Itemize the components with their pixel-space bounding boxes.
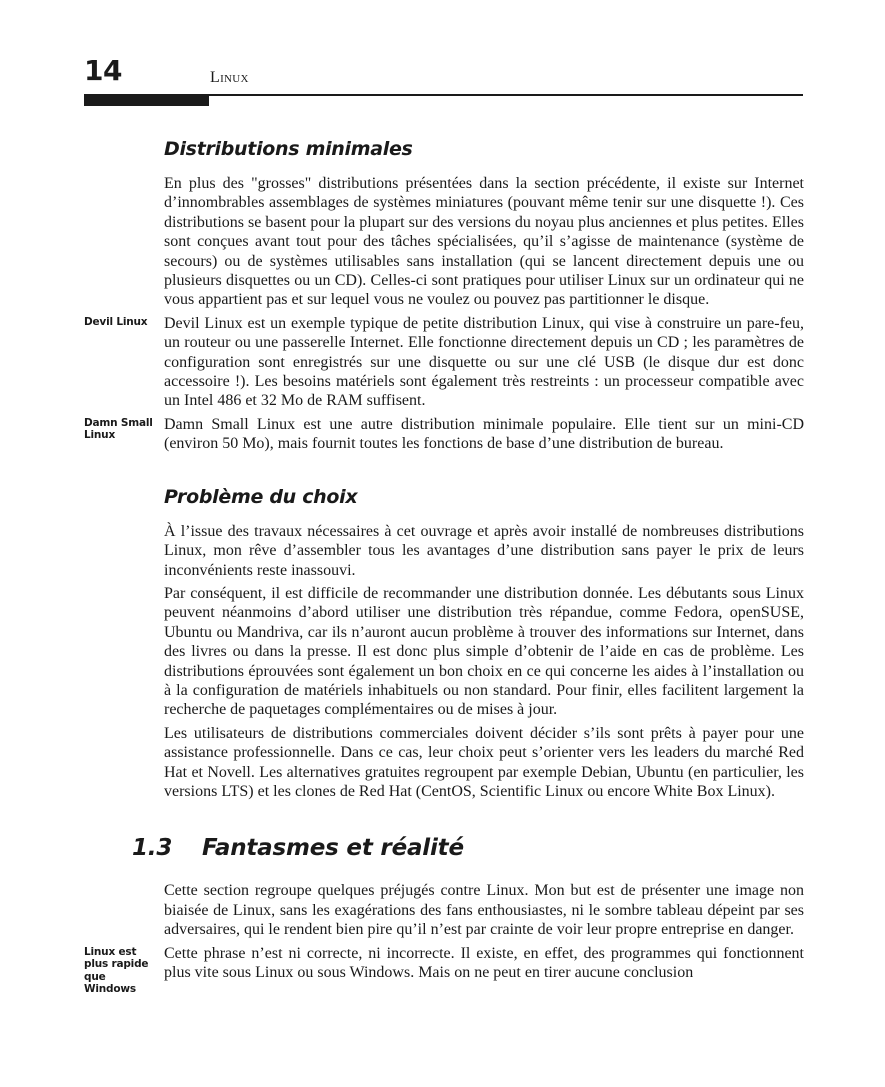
spacer	[164, 458, 804, 484]
paragraph: À l’issue des travaux nécessaires à cet ouvrage et après avoir installé de nombreuses distributions Linux, mon rêve d’assembler tous les avantages d’une distribution sans payer le prix de leurs inconvénients reste inassouvi.	[164, 522, 804, 579]
chapter-number: 1.3	[132, 835, 173, 862]
page-body	[84, 136, 804, 996]
page-number: 14	[84, 54, 122, 87]
paragraph: Par conséquent, il est difficile de recommander une distribution donnée. Les débutants sous Linux peuvent néanmoins d’abord utiliser une distribution très répandue, comme Fedora, openSUSE, Ubuntu ou Mandriva, car ils n’auront aucun problème à trouver des informations sur Internet, dans des livres ou dans la presse. Il est donc plus simple d’obtenir de l’aide en cas de problème. Les distributions éprouvées sont également un bon choix en ce qui concerne les aides à l’installation ou à la configuration de matériels inhabituels ou non standard. Pour finir, elles facilitent largement la recherche de paquetages complémentaires ou de mises à jour.	[164, 584, 804, 719]
chapter-heading	[132, 833, 804, 863]
paragraph-text: Cette phrase n’est ni correcte, ni incorrecte. Il existe, en effet, des programmes qui fonctionnent plus vite sous Linux ou sous Windows. Mais on ne peut en tirer aucune conclusion	[164, 944, 804, 981]
paragraph-damn-small-linux	[84, 415, 804, 454]
section-title-probleme-du-choix: Problème du choix	[164, 485, 358, 508]
paragraph-text: Damn Small Linux est une autre distribution minimale populaire. Elle tient sur un mini-CD (environ 50 Mo), mais fournit toutes les fonctions de base d’une distribution de bureau.	[164, 415, 804, 453]
paragraph-devil-linux	[84, 314, 804, 411]
chapter-title: Fantasmes et réalité	[202, 835, 464, 862]
paragraph-linux-plus-rapide	[84, 944, 804, 996]
margin-note-linux-plus-rapide: Linux est plus rapide que Windows	[84, 945, 149, 996]
running-title: Linux	[210, 69, 249, 86]
margin-note-damn-small-linux: Damn Small Linux	[84, 416, 153, 442]
margin-note-devil-linux: Devil Linux	[84, 315, 148, 328]
paragraph: En plus des "grosses" distributions présentées dans la section précédente, il existe sur Internet d’innombrables assemblages de systèmes miniatures (pouvant même tenir sur une disquette !). Ces distributions se basent pour la plupart sur des versions du noyau plus anciennes et plus petites. Elles sont conçues avant tout pour des tâches spécialisées, qu’il s’agisse de maintenance (système de secours) ou de systèmes utilisables sans installation (qui se lancent directement depuis une ou plusieurs disquettes ou un CD). Celles-ci sont pratiques pour utiliser Linux sur un ordinateur qui ne vous appartient pas et sur lequel vous ne voulez ou pouvez pas partitionner le disque.	[164, 175, 804, 309]
section-title-distributions-minimales: Distributions minimales	[164, 138, 413, 160]
paragraph: Cette section regroupe quelques préjugés contre Linux. Mon but est de présenter une image non biaisée de Linux, sans les exagérations des fans enthousiastes, ni le sombre tableau dépeint par ses adversaires, qui le rendent bien pire qu’il n’est par crainte de voir leur propre entreprise en danger.	[164, 882, 804, 939]
header-rule-accent	[84, 94, 209, 106]
paragraph: Les utilisateurs de distributions commerciales doivent décider s’ils sont prêts à payer pour une assistance professionnelle. Dans ce cas, leur choix peut s’orienter vers les leaders du marché Red Hat et Novell. Les alternatives gratuites regroupent par exemple Debian, Ubuntu (en particulier, les versions LTS) et les clones de Red Hat (CentOS, Scientific Linux ou encore White Box Linux).	[164, 724, 804, 800]
paragraph-text: Devil Linux est un exemple typique de petite distribution Linux, qui vise à construire un pare-feu, un routeur ou une passerelle Internet. Elle fonctionne directement depuis un CD ; les paramètres de configuration sont enregistrés sur une disquette ou sur une clé USB (le disque dur est donc accessoire !). Les besoins matériels sont également très restreints : un processeur compatible avec un Intel 486 et 32 Mo de RAM suffisent.	[164, 314, 804, 410]
